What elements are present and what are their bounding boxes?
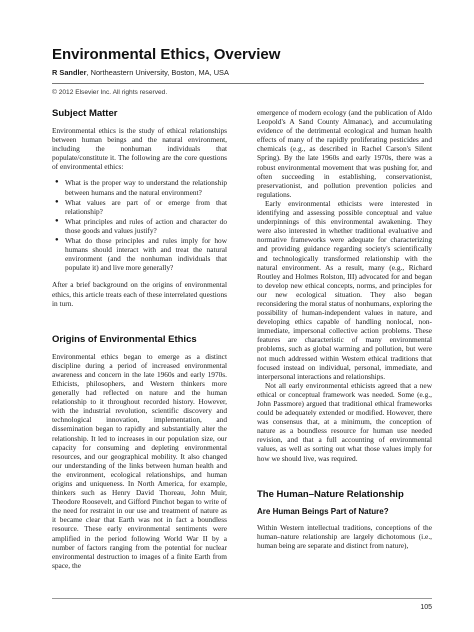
origins-paragraph-1: Environmental ethics began to emerge as a distinct discipline during a period of increased environmental awareness and concern in the late 1960s and early 1970s. Ethicists, philosophers, and Western thinkers more generally had reflected on nature and the human relationship to it throughout recorded history. However, with the industrial revolution, scientific discovery and technological innovation, implementation, and dissemination began to rapidly and substantially alter the relationship. It led to increases in our population size, our capacity for consuming and depleting environmental resources, and our geographical mobility. It also changed our understanding of the links between human health and the environment, ecological relationships, and human origins and uniqueness. In North America, for example, thinkers such as Henry David Thoreau, John Muir, Theodore Roosevelt, and Gifford Pinchot began to write of the need for restraint in our use and treatment of nature as it became clear that Earth was not in fact a boundless resource. These early environmental sentiments were amplified in the period following World War II by a number of factors ranging from the potential for nuclear environmental destruction to images of a finite Earth from space, the (52, 351, 227, 570)
header-rule (52, 83, 424, 84)
bullet-icon: ● (55, 237, 59, 244)
human-nature-paragraph: Within Western intellectual traditions, conceptions of the human–nature relationship are largely dichotomous (i.e., human being are separate and distinct from nature), (257, 522, 432, 550)
origins-paragraph-2: Early environmental ethicists were interested in identifying and assessing possible conceptual and value underpinnings of this environmental awakening. They were also interested in whether traditional evaluative and normative frameworks were adequate for characterizing and providing guidance regarding society's scientifically and technologically transformed relationship with the natural environment. As a result, many (e.g., Richard Routley and Holmes Rolston, III) advocated for and began to develop new ethical concepts, norms, and principles for our new ecological situation. They also began reconsidering the moral status of nonhumans, exploring the possibility of human-independent values in nature, and developing ethics capable of handling nonlocal, non-immediate, impersonal collective action problems. These features are characteristic of many environmental problems, such as global warming and pollution, but were not much addressed within Western ethical traditions that focused instead on individual, personal, immediate, and interpersonal interactions and relationships. (257, 198, 432, 381)
author-affiliation: , Northeastern University, Boston, MA, USA (86, 68, 229, 77)
bullet-icon: ● (55, 217, 59, 224)
core-questions-list (52, 178, 227, 272)
copyright-notice: © 2012 Elsevier Inc. All rights reserved. (52, 89, 168, 96)
footer-rule (52, 598, 432, 599)
section-heading-origins: Origins of Environmental Ethics (52, 333, 197, 345)
author-line (52, 68, 432, 77)
author-name: R Sandler (52, 68, 87, 77)
origins-paragraph-3: Not all early environmental ethicists agreed that a new ethical or conceptual framework was needed. Some (e.g., John Passmore) argued that traditional ethical frameworks could be adequately extended or modified. However, there was consensus that, at a minimum, the conception of nature as a boundless resource for human use needed revision, and that a full accounting of environmental values, as well as sorting out what those values imply for how we should live, was required. (257, 380, 432, 463)
bullet-icon: ● (55, 179, 59, 186)
page-number: 105 (420, 604, 432, 611)
section-heading-human-nature: The Human–Nature Relationship (257, 488, 404, 500)
core-question: ● What values are part of or emerge from that relationship? (55, 197, 227, 216)
subsection-heading-part-of-nature: Are Human Beings Part of Nature? (257, 506, 389, 516)
origins-paragraph-1-continued: emergence of modern ecology (and the publication of Aldo Leopold's A Sand County Almanac), and accumulating evidence of the detrimental ecological and human health effects of many of the rapidly proliferating pesticides and chemicals (e.g., as described in Rachel Carson's Silent Spring). By the late 1960s and early 1970s, there was a robust environmental movement that was pushing for, and often succeeding in establishing, conservationist, preservationist, and pollution prevention policies and regulations. (257, 108, 432, 199)
right-column (257, 108, 432, 550)
core-question: ● What is the proper way to understand the relationship between humans and the natural environment? (55, 178, 227, 197)
subject-matter-intro: Environmental ethics is the study of ethical relationships between human beings and the natural environment, including the nonhuman individuals that populate/constitute it. The following are the core questions of environmental ethics: (52, 126, 227, 172)
core-question: ● What do those principles and rules imply for how humans should interact with and treat the natural environment (and the nonhuman individuals that populate it) and live more generally? (55, 236, 227, 273)
left-column (52, 108, 227, 570)
subject-matter-closing: After a brief background on the origins of environmental ethics, this article treats each of these interrelated questions in turn. (52, 280, 227, 308)
article-header (52, 46, 432, 96)
core-question: ● What principles and rules of action and character do those goods and values justify? (55, 216, 227, 235)
article-title: Environmental Ethics, Overview (52, 46, 281, 63)
bullet-icon: ● (55, 198, 59, 205)
section-heading-subject-matter: Subject Matter (52, 108, 118, 119)
